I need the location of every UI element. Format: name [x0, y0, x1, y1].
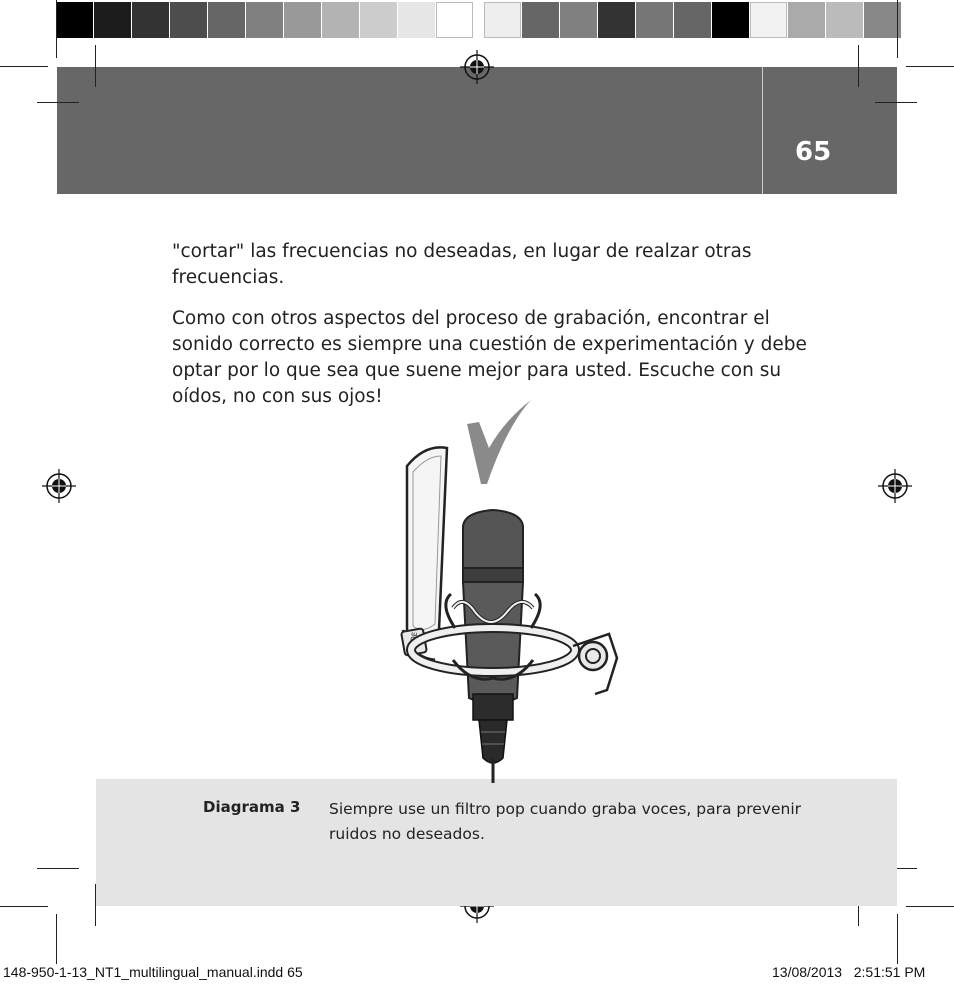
crop-mark	[897, 914, 898, 964]
crop-mark	[56, 914, 57, 964]
color-swatch	[598, 2, 635, 38]
check-icon	[467, 400, 531, 484]
color-swatch	[560, 2, 597, 38]
color-swatch	[246, 2, 283, 38]
body-paragraph-1: "cortar" las frecuencias no deseadas, en lugar de realzar otras frecuencias.	[172, 241, 752, 288]
crop-mark	[95, 45, 96, 87]
registration-mark-icon	[460, 50, 494, 84]
color-swatch	[170, 2, 207, 38]
footer-file-info: 148-950-1-13_NT1_multilingual_manual.indd 65	[3, 964, 303, 980]
color-swatch	[94, 2, 131, 38]
crop-mark	[906, 66, 954, 67]
body-paragraph-2: Como con otros aspectos del proceso de grabación, encontrar el sonido correcto es siempre una cuestión de experimentación y debe optar por lo que sea que suene mejor para usted. Escuche con su oídos, no con sus ojos!	[172, 308, 807, 407]
color-swatch	[284, 2, 321, 38]
color-swatch	[56, 2, 93, 38]
crop-mark	[0, 906, 48, 907]
crop-mark	[897, 0, 898, 58]
color-swatch	[636, 2, 673, 38]
page-number: 65	[795, 137, 832, 167]
footer-date-time: 13/08/2013 2:51:51 PM	[772, 964, 926, 980]
crop-mark	[906, 906, 954, 907]
diagram-caption: Siempre use un filtro pop cuando graba voces, para prevenir ruidos no deseados.	[329, 800, 802, 843]
color-swatch	[674, 2, 711, 38]
color-swatch	[826, 2, 863, 38]
color-swatch	[322, 2, 359, 38]
registration-mark-icon	[878, 469, 912, 503]
color-calibration-bar-left	[56, 2, 474, 40]
color-swatch	[522, 2, 559, 38]
color-swatch	[750, 2, 787, 38]
microphone-body-icon	[463, 510, 523, 783]
color-swatch	[398, 2, 435, 38]
svg-text:RØDE: RØDE	[407, 631, 420, 653]
color-swatch	[360, 2, 397, 38]
crop-mark	[37, 868, 79, 869]
color-swatch	[208, 2, 245, 38]
color-swatch	[788, 2, 825, 38]
header-band	[57, 67, 897, 194]
crop-mark	[37, 102, 79, 103]
crop-mark	[0, 66, 48, 67]
crop-mark	[875, 102, 917, 103]
microphone-illustration	[395, 398, 620, 783]
color-swatch	[484, 2, 521, 38]
color-swatch	[712, 2, 749, 38]
color-swatch	[436, 2, 473, 38]
header-divider	[762, 67, 763, 194]
color-calibration-bar-right	[484, 2, 902, 40]
diagram-label: Diagrama 3	[203, 798, 301, 816]
crop-mark	[56, 0, 57, 58]
crop-mark	[858, 45, 859, 87]
color-swatch	[132, 2, 169, 38]
color-swatch	[864, 2, 901, 38]
registration-mark-icon	[42, 469, 76, 503]
